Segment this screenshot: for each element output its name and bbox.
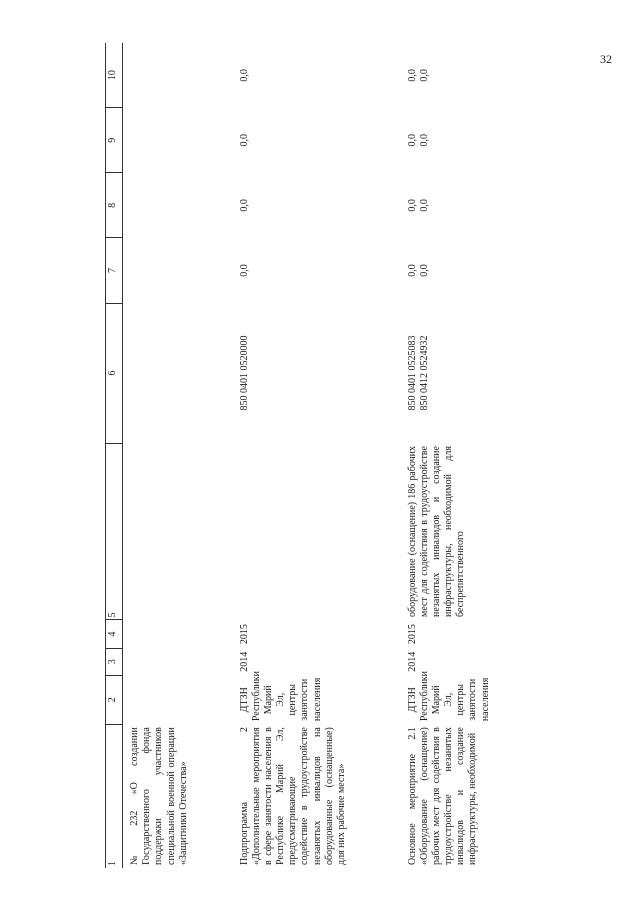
row1-col8: [123, 173, 237, 238]
row1-col4: [123, 620, 237, 648]
row3-col6-line2: 850 0412 0524932: [418, 335, 430, 411]
row3-col6-line1: 850 0401 0525083: [406, 335, 418, 411]
row1-col9: [123, 108, 237, 173]
row3-col7-line2: 0,0: [418, 264, 430, 277]
row2-col7: 0,0: [238, 264, 250, 277]
header-col-10: 10: [106, 43, 123, 108]
program-table: [105, 43, 494, 868]
table-row: [123, 43, 237, 868]
header-col-7: 7: [106, 238, 123, 303]
row3-col5: оборудование (оснащение) 186 рабочих мест для содействия в трудоустройстве незанятых инвалидов и создание инфраструктуры, необходимой для беспрепятственного: [406, 446, 467, 617]
header-col-6: 6: [106, 303, 123, 443]
header-col-9: 9: [106, 108, 123, 173]
row3-col10-line1: 0,0: [406, 69, 418, 82]
row3-col8-line2: 0,0: [418, 199, 430, 212]
table-row: [405, 43, 494, 868]
row3-col10: [405, 43, 494, 108]
page-number: 32: [600, 52, 612, 66]
row2-col3: 2014: [238, 651, 250, 672]
row1-col10: [123, 43, 237, 108]
row1-col6: [123, 303, 237, 443]
row3-col6: [405, 303, 494, 443]
header-col-1: 1: [107, 861, 118, 866]
row3-col2: ДТЗН Республики Марий Эл, центры занятости населения: [406, 671, 491, 722]
row3-col10-line2: 0,0: [418, 69, 430, 82]
row2-col1: Подпрограмма 2 «Дополнительные мероприятия в сфере занятости населения в Республике Марий Эл, предусматривающие содействие в трудоустройстве незанятых инвалидов на оборудованные (оснащенные) для них рабочие места»: [238, 727, 347, 865]
header-col-8: 8: [106, 173, 123, 238]
row2-col9: 0,0: [238, 133, 250, 147]
row3-col7: [405, 238, 494, 303]
row3-col7-line1: 0,0: [406, 264, 418, 277]
row3-col1: Основное мероприятие 2.1 «Оборудование (оснащение) рабочих мест для содействия в трудоустройстве незанятых инвалидов и создание инфраструктуры, необходимой: [406, 727, 479, 865]
header-row: [106, 43, 123, 868]
rotated-table-container: [105, 43, 491, 868]
header-col-4: 4: [106, 620, 123, 648]
row3-col8: [405, 173, 494, 238]
row2-col10: 0,0: [238, 69, 250, 82]
row3-col9-line2: 0,0: [418, 133, 430, 147]
row3-col8-line1: 0,0: [406, 199, 418, 212]
row2-col8: 0,0: [238, 199, 250, 212]
header-col-3: 3: [106, 648, 123, 675]
row1-col5: [123, 443, 237, 620]
table-row: [237, 43, 405, 868]
row2-col4: 2015: [238, 624, 250, 645]
row1-col3: [123, 648, 237, 675]
row3-col4: 2015: [406, 624, 418, 645]
row3-col9-line1: 0,0: [406, 133, 418, 147]
header-col-5: 5: [106, 443, 123, 620]
row1-col1: № 232 «О создании Государственного фонда поддержки участников специальной военной операции «Защитники Отечества»: [129, 727, 189, 865]
row3-col9: [405, 108, 494, 173]
header-col-2: 2: [106, 675, 123, 724]
row2-col2: ДТЗН Республики Марий Эл, центры занятости населения: [238, 671, 323, 722]
row3-col3: 2014: [406, 651, 418, 672]
row1-col7: [123, 238, 237, 303]
row2-col5: [237, 443, 405, 620]
row2-col6: 850 0401 0520000: [238, 335, 250, 411]
row1-col2: [123, 675, 237, 724]
